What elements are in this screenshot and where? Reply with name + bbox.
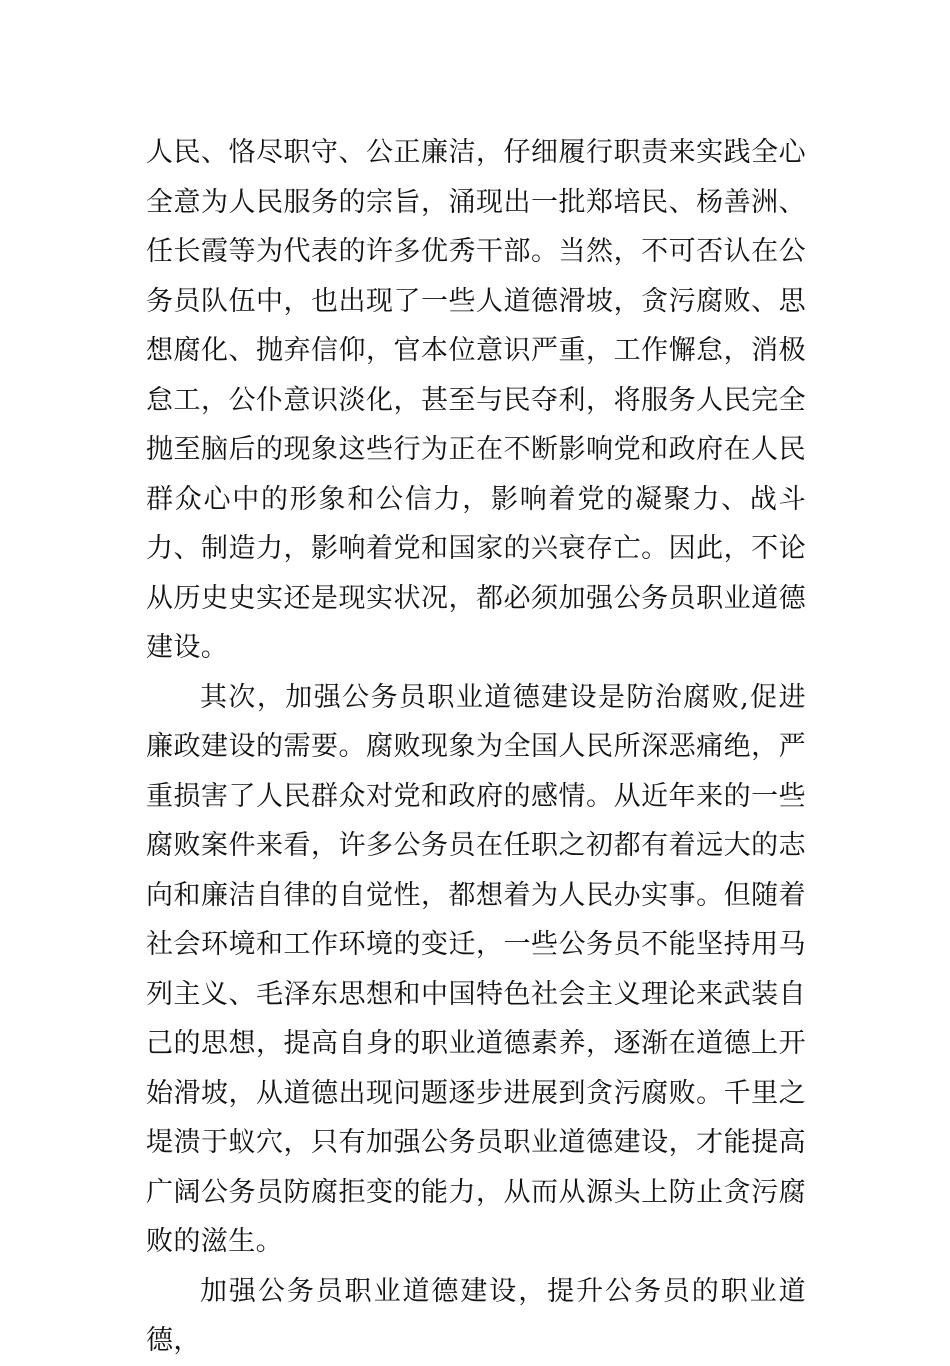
- paragraph-continued: 人民、恪尽职守、公正廉洁，仔细履行职责来实践全心全意为人民服务的宗旨，涌现出一批郑培民、杨善洲、任长霞等为代表的许多优秀干部。当然，不可否认在公务员队伍中，也出现了一些人道德滑坡，贪污腐败、思想腐化、抛弃信仰，官本位意识严重，工作懈怠，消极怠工，公仆意识淡化，甚至与民夺利，将服务人民完全抛至脑后的现象这些行为正在不断影响党和政府在人民群众心中的形象和公信力，影响着党的凝聚力、战斗力、制造力，影响着党和国家的兴衰存亡。因此，不论从历史史实还是现实状况，都必须加强公务员职业道德建设。: [146, 137, 806, 663]
- paragraph-second-point: 其次，加强公务员职业道德建设是防治腐败,促进廉政建设的需要。腐败现象为全国人民所深恶痛绝，严重损害了人民群众对党和政府的感情。从近年来的一些腐败案件来看，许多公务员在任职之初都有着远大的志向和廉洁自律的自觉性，都想着为人民办实事。但随着社会环境和工作环境的变迁，一些公务员不能坚持用马列主义、毛泽东思想和中国特色社会主义理论来武装自己的思想，提高自身的职业道德素养，逐渐在道德上开始滑坡，从道德出现问题逐步进展到贪污腐败。千里之堤溃于蚁穴，只有加强公务员职业道德建设，才能提高广阔公务员防腐拒变的能力，从而从源头上防止贪污腐败的滋生。: [146, 681, 806, 1257]
- body-text: [146, 128, 806, 1366]
- paragraph-closing: 加强公务员职业道德建设，提升公务员的职业道德，: [146, 1275, 806, 1356]
